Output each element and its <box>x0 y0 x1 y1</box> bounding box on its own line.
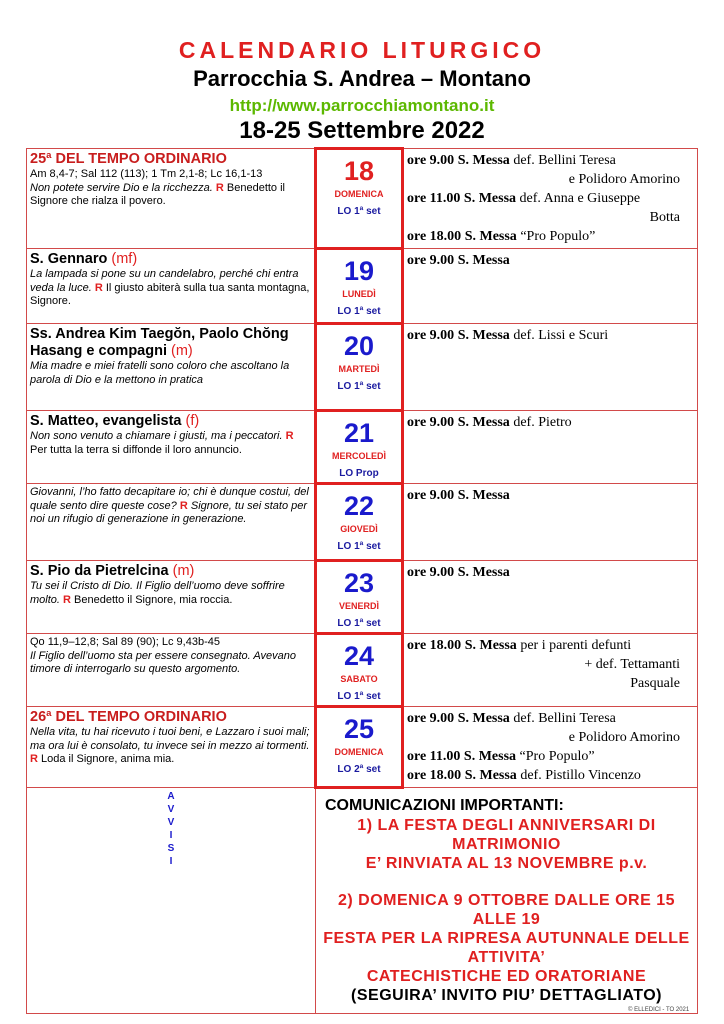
antiphon: Non sono venuto a chiamare i giusti, ma i peccatori. <box>30 430 283 442</box>
mass-intention: def. Pistillo Vincenzo <box>520 768 641 783</box>
mass-time: ore 9.00 <box>407 711 455 726</box>
feast-title: 26ª DEL TEMPO ORDINARIO <box>30 709 227 725</box>
antiphon: Mia madre e miei fratelli sono coloro che ascoltano la parola di Dio e la mettono in pratica <box>30 360 290 386</box>
office-week: LO 1ª set <box>337 381 381 392</box>
date-cell <box>316 561 403 634</box>
office-week: LO 2ª set <box>337 764 381 775</box>
antiphon: Tu sei il Cristo di Dio. Il Figlio dell’uomo deve soffrire molto. <box>30 580 285 606</box>
masses-cell <box>403 707 698 788</box>
liturgy-cell <box>27 561 316 634</box>
liturgy-cell <box>27 249 316 324</box>
feast-rank: (f) <box>185 413 200 429</box>
feast-title: 25ª DEL TEMPO ORDINARIO <box>30 151 227 167</box>
mass-intention-continued: e Polidoro Amorino <box>568 172 680 187</box>
mass-label: S. Messa <box>464 638 517 653</box>
day-number: 18 <box>343 156 375 186</box>
day-name: DOMENICA <box>334 747 384 757</box>
mass-line <box>407 747 694 766</box>
avvisi-letter: S <box>167 843 175 854</box>
response: Il giusto abiterà sulla tua santa montagna, Signore. <box>30 281 310 307</box>
mass-intention: def. Pietro <box>513 415 572 430</box>
announcement-2-line-1: 2) DOMENICA 9 OTTOBRE DALLE ORE 15 ALLE 19 <box>337 892 676 928</box>
antiphon-block <box>30 486 311 527</box>
feast-name <box>30 413 311 430</box>
liturgy-cell <box>27 149 316 249</box>
mass-line <box>407 251 694 270</box>
readings: Am 8,4-7; Sal 112 (113); 1 Tm 2,1-8; Lc 16,1-13 <box>30 168 263 180</box>
mass-line <box>407 636 694 655</box>
office-week: LO Prop <box>339 468 379 479</box>
masses-cell <box>403 634 698 707</box>
avvisi-letter: A <box>167 791 175 802</box>
masses-cell <box>403 324 698 411</box>
antiphon-block <box>30 580 311 607</box>
avvisi-label <box>27 788 316 1014</box>
parish-name: Parrocchia S. Andrea – Montano <box>193 66 531 91</box>
mass-intention-continued: Botta <box>649 210 680 225</box>
day-row <box>27 411 698 484</box>
mass-label: S. Messa <box>464 768 517 783</box>
mass-intention-continued: + def. Tettamanti <box>584 657 680 672</box>
feast-title: S. Gennaro <box>30 251 108 267</box>
mass-label: S. Messa <box>457 488 510 503</box>
masses-cell <box>403 561 698 634</box>
antiphon-block <box>30 650 311 677</box>
mass-time: ore 18.00 <box>407 229 462 244</box>
mass-label: S. Messa <box>457 253 510 268</box>
response: Benedetto il Signore, mia roccia. <box>74 593 233 606</box>
antiphon-block <box>30 268 311 309</box>
antiphon: Il Figlio dell’uomo sta per essere consegnato. Avevano timore di interrogarlo su questo argomento. <box>30 649 296 675</box>
feast-rank: (m) <box>171 343 193 359</box>
liturgy-cell <box>27 324 316 411</box>
mass-time: ore 9.00 <box>407 415 455 430</box>
liturgy-cell <box>27 707 316 788</box>
mass-line <box>407 709 694 728</box>
day-number: 23 <box>343 568 375 598</box>
mass-label: S. Messa <box>457 328 510 343</box>
office-week: LO 1ª set <box>337 691 381 702</box>
mass-intention: per i parenti defunti <box>520 638 632 653</box>
mass-time: ore 11.00 <box>407 191 461 206</box>
response: Per tutta la terra si diffonde il loro annuncio. <box>30 443 242 456</box>
response: Loda il Signore, anima mia. <box>41 753 175 765</box>
liturgy-cell <box>27 411 316 484</box>
day-number: 21 <box>343 418 375 448</box>
feast-name <box>30 326 311 360</box>
antiphon: Nella vita, tu hai ricevuto i tuoi beni, e Lazzaro i suoi mali; ma ora lui è consolato, tu invece sei in mezzo ai tormenti. <box>30 726 310 752</box>
mass-label: S. Messa <box>463 749 517 764</box>
feast-rank: (m) <box>172 563 195 579</box>
day-name: MARTEDÌ <box>338 364 380 374</box>
mass-intention: def. Lissi e Scuri <box>513 328 609 343</box>
calendar-title: CALENDARIO LITURGICO <box>178 37 546 63</box>
avvisi-letter: V <box>167 804 175 815</box>
feast-name <box>30 251 311 268</box>
masses-cell <box>403 249 698 324</box>
day-name: DOMENICA <box>334 189 384 199</box>
announcement-2-line-3: CATECHISTICHE ED ORATORIANE <box>366 968 647 985</box>
masses-cell <box>403 149 698 249</box>
mass-line <box>407 766 694 785</box>
mass-line <box>407 326 694 345</box>
mass-label: S. Messa <box>457 153 510 168</box>
date-cell <box>316 149 403 249</box>
antiphon: Giovanni, l’ho fatto decapitare io; chi è dunque costui, del quale sento dire queste cose? <box>30 486 309 512</box>
office-week: LO 1ª set <box>337 618 381 629</box>
liturgy-cell <box>27 484 316 561</box>
mass-intention-continued: e Polidoro Amorino <box>568 730 680 745</box>
day-name: VENERDÌ <box>338 601 379 611</box>
day-number: 22 <box>343 491 375 521</box>
avvisi-letter: I <box>169 856 173 867</box>
mass-intention: “Pro Populo” <box>519 749 595 764</box>
response-marker: R <box>63 593 71 606</box>
mass-line <box>407 486 694 505</box>
mass-time: ore 9.00 <box>407 253 455 268</box>
mass-line <box>407 189 694 208</box>
feast-name <box>30 151 311 168</box>
mass-time: ore 9.00 <box>407 565 455 580</box>
day-number: 19 <box>343 256 375 286</box>
day-row <box>27 561 698 634</box>
response-marker: R <box>179 499 188 512</box>
date-cell <box>316 484 403 561</box>
mass-time: ore 9.00 <box>407 328 455 343</box>
day-row <box>27 149 698 249</box>
mass-time: ore 18.00 <box>407 638 462 653</box>
mass-intention: “Pro Populo” <box>520 229 596 244</box>
liturgical-calendar-table <box>26 147 698 1014</box>
date-cell <box>316 411 403 484</box>
day-row <box>27 324 698 411</box>
response-marker: R <box>285 430 294 442</box>
day-number: 24 <box>343 641 375 671</box>
office-week: LO 1ª set <box>337 206 381 217</box>
date-cell <box>316 249 403 324</box>
date-cell <box>316 707 403 788</box>
mass-label: S. Messa <box>457 565 510 580</box>
day-number: 25 <box>343 714 375 744</box>
antiphon-block <box>30 182 311 209</box>
date-cell <box>316 634 403 707</box>
feast-title: Ss. Andrea Kim Taegŏn, Paolo Chŏng Hasang e compagni <box>30 326 289 359</box>
day-name: LUNEDÌ <box>342 289 376 299</box>
announcements-box <box>316 788 698 1014</box>
masses-cell <box>403 411 698 484</box>
day-name: GIOVEDÌ <box>340 524 378 534</box>
feast-rank: (mf) <box>111 251 138 267</box>
day-row <box>27 634 698 707</box>
avvisi-letter: V <box>167 817 175 828</box>
liturgy-cell <box>27 634 316 707</box>
mass-line <box>407 563 694 582</box>
mass-line <box>407 151 694 170</box>
response: Signore, tu sei stato per noi un rifugio di generazione in generazione. <box>30 499 308 525</box>
week-dates: 18-25 Settembre 2022 <box>239 117 485 144</box>
mass-time: ore 9.00 <box>407 153 455 168</box>
feast-name <box>30 709 311 726</box>
avvisi-row <box>27 788 698 1014</box>
office-week: LO 1ª set <box>337 541 381 552</box>
mass-time: ore 9.00 <box>407 488 455 503</box>
mass-intention: def. Bellini Teresa <box>513 153 616 168</box>
parish-url-link[interactable]: http://www.parrocchiamontano.it <box>229 96 495 115</box>
day-name: SABATO <box>340 674 378 684</box>
mass-intention: def. Bellini Teresa <box>513 711 616 726</box>
copyright-note: © ELLEDICI - TO 2021 <box>628 1007 690 1013</box>
feast-title: S. Pio da Pietrelcina <box>30 563 169 579</box>
antiphon-block <box>30 360 311 387</box>
antiphon: La lampada si pone su un candelabro, perché chi entra veda la luce. <box>30 268 299 294</box>
antiphon-block <box>30 430 311 457</box>
date-cell <box>316 324 403 411</box>
mass-line <box>407 413 694 432</box>
mass-time: ore 18.00 <box>407 768 462 783</box>
antiphon-block <box>30 726 311 767</box>
mass-label: S. Messa <box>457 711 510 726</box>
announcements-title: COMUNICAZIONI IMPORTANTI: <box>325 797 564 814</box>
response: Benedetto il Signore che rialza il povero. <box>30 181 285 207</box>
mass-label: S. Messa <box>464 229 517 244</box>
response-marker: R <box>30 753 38 765</box>
mass-intention: def. Anna e Giuseppe <box>519 191 641 206</box>
response-marker: R <box>215 181 224 194</box>
day-row <box>27 707 698 788</box>
feast-name <box>30 563 311 580</box>
mass-time: ore 11.00 <box>407 749 461 764</box>
day-number: 20 <box>343 331 375 361</box>
announcement-1-line-2: E’ RINVIATA AL 13 NOVEMBRE p.v. <box>365 855 648 872</box>
response-marker: R <box>94 281 103 294</box>
announcement-2-line-2: FESTA PER LA RIPRESA AUTUNNALE DELLE ATTIVITA’ <box>323 930 690 966</box>
feast-title: S. Matteo, evangelista <box>30 413 182 429</box>
announcement-1-line-1: 1) LA FESTA DEGLI ANNIVERSARI DI MATRIMONIO <box>357 817 656 853</box>
announcement-2-line-4: (SEGUIRA’ INVITO PIU’ DETTAGLIATO) <box>351 987 662 1004</box>
mass-line <box>407 227 694 246</box>
readings: Qo 11,9–12,8; Sal 89 (90); Lc 9,43b-45 <box>30 636 220 648</box>
avvisi-letter: I <box>169 830 173 841</box>
office-week: LO 1ª set <box>337 306 381 317</box>
mass-label: S. Messa <box>463 191 517 206</box>
day-row <box>27 249 698 324</box>
masses-cell <box>403 484 698 561</box>
mass-label: S. Messa <box>457 415 510 430</box>
day-name: MERCOLEDÌ <box>332 451 386 461</box>
mass-intention-continued: Pasquale <box>630 676 680 691</box>
day-row <box>27 484 698 561</box>
antiphon: Non potete servire Dio e la ricchezza. <box>30 181 213 194</box>
